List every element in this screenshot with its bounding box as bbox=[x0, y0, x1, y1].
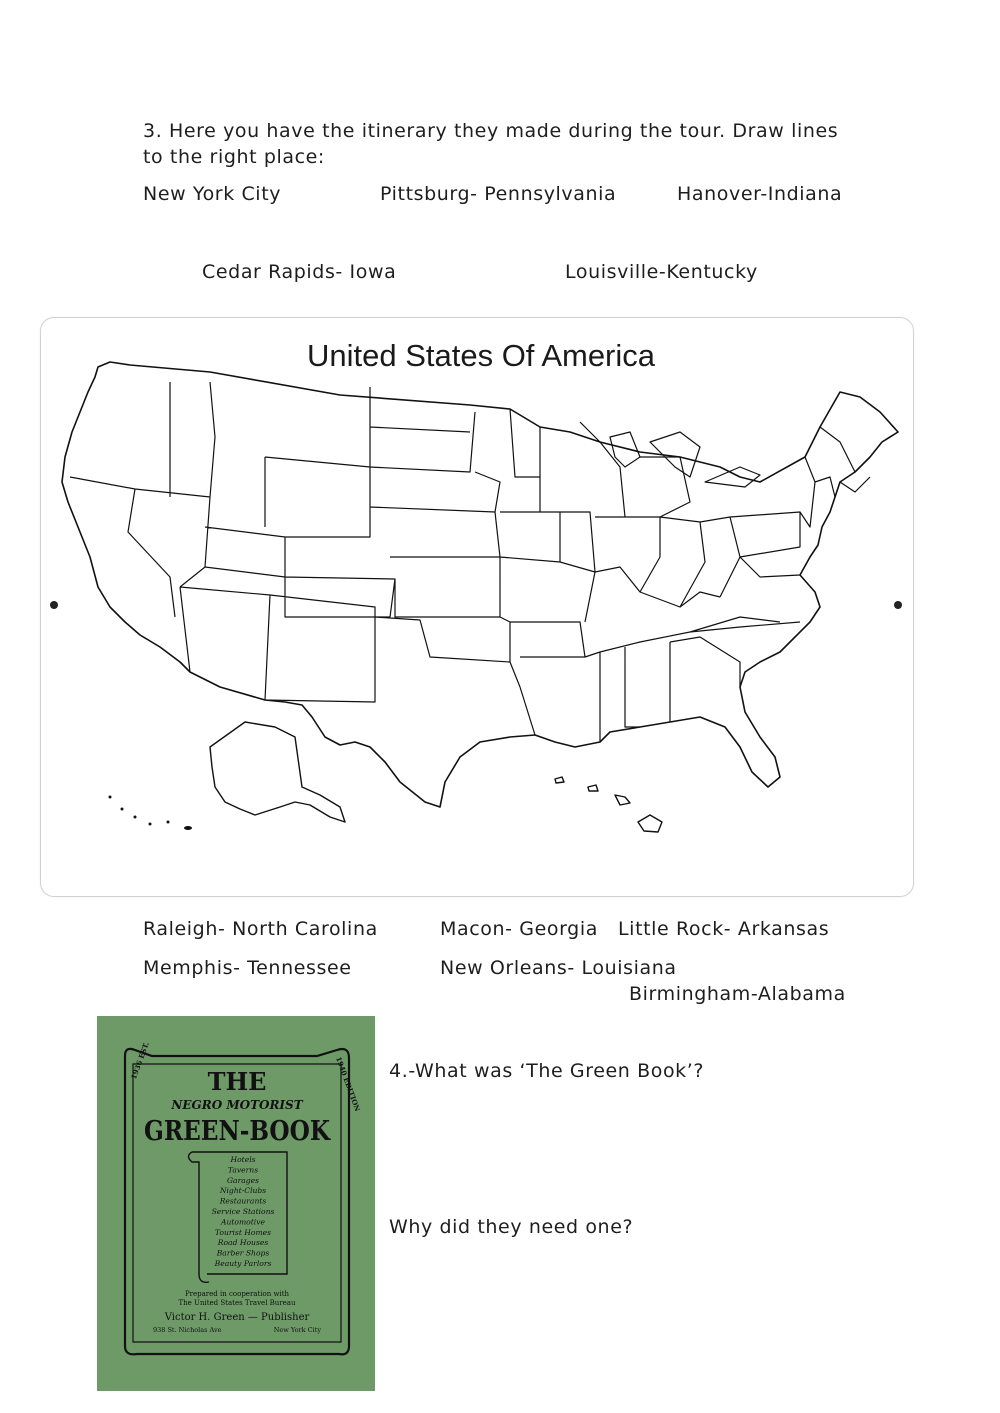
book-scroll-item: Beauty Parlors bbox=[214, 1259, 272, 1268]
usa-outline-map[interactable] bbox=[40, 317, 920, 897]
book-scroll-item: Tourist Homes bbox=[214, 1227, 272, 1237]
lower-48-outline bbox=[62, 362, 898, 807]
place-hanover[interactable]: Hanover-Indiana bbox=[677, 183, 843, 205]
book-city: New York City bbox=[273, 1326, 321, 1334]
book-address: 938 St. Nicholas Ave bbox=[153, 1326, 222, 1334]
place-cedar-rapids[interactable]: Cedar Rapids- Iowa bbox=[202, 261, 397, 283]
book-scroll-item: Hotels bbox=[230, 1155, 256, 1164]
question-4-text: 4.-What was ‘The Green Book’? bbox=[389, 1060, 705, 1082]
book-title: GREEN-BOOK bbox=[144, 1116, 332, 1147]
question-3-text: 3. Here you have the itinerary they made during the tour. Draw lines to the right place: bbox=[143, 120, 839, 168]
book-subtitle: NEGRO MOTORIST bbox=[171, 1098, 303, 1112]
book-year-left: 1936 EST. bbox=[129, 1040, 151, 1081]
place-macon[interactable]: Macon- Georgia bbox=[440, 918, 598, 940]
place-raleigh[interactable]: Raleigh- North Carolina bbox=[143, 918, 378, 940]
book-scroll-item: Automotive bbox=[220, 1217, 266, 1227]
book-scroll-item: Taverns bbox=[227, 1165, 259, 1175]
place-birmingham[interactable]: Birmingham-Alabama bbox=[629, 983, 846, 1005]
book-scroll-item: Restaurants bbox=[219, 1196, 267, 1206]
question-why-need-text: Why did they need one? bbox=[389, 1216, 634, 1238]
book-prepared-line1: Prepared in cooperation with bbox=[184, 1290, 290, 1298]
book-year-right: 1940 EDITION bbox=[334, 1055, 363, 1113]
place-pittsburg[interactable]: Pittsburg- Pennsylvania bbox=[380, 183, 617, 205]
book-scroll-item: Barber Shops bbox=[216, 1248, 270, 1258]
aleutian-islands bbox=[109, 796, 193, 831]
book-scroll-item: Garages bbox=[226, 1175, 260, 1185]
green-book-cover-image bbox=[97, 1016, 375, 1391]
place-new-york-city[interactable]: New York City bbox=[143, 183, 282, 205]
hawaii bbox=[555, 777, 662, 832]
place-new-orleans[interactable]: New Orleans- Louisiana bbox=[440, 957, 677, 979]
state-lines bbox=[70, 382, 870, 742]
book-the: THE bbox=[207, 1067, 267, 1096]
book-scroll-item: Road Houses bbox=[217, 1238, 269, 1248]
place-little-rock[interactable]: Little Rock- Arkansas bbox=[618, 918, 830, 940]
book-prepared-line2: The United States Travel Bureau bbox=[178, 1299, 296, 1307]
book-publisher: Victor H. Green — Publisher bbox=[164, 1312, 310, 1323]
book-scroll-item: Service Stations bbox=[211, 1207, 275, 1216]
place-memphis[interactable]: Memphis- Tennessee bbox=[143, 957, 352, 979]
place-louisville[interactable]: Louisville-Kentucky bbox=[565, 261, 758, 283]
book-scroll-item: Night-Clubs bbox=[219, 1186, 267, 1196]
map-title: United States Of America bbox=[306, 338, 656, 373]
